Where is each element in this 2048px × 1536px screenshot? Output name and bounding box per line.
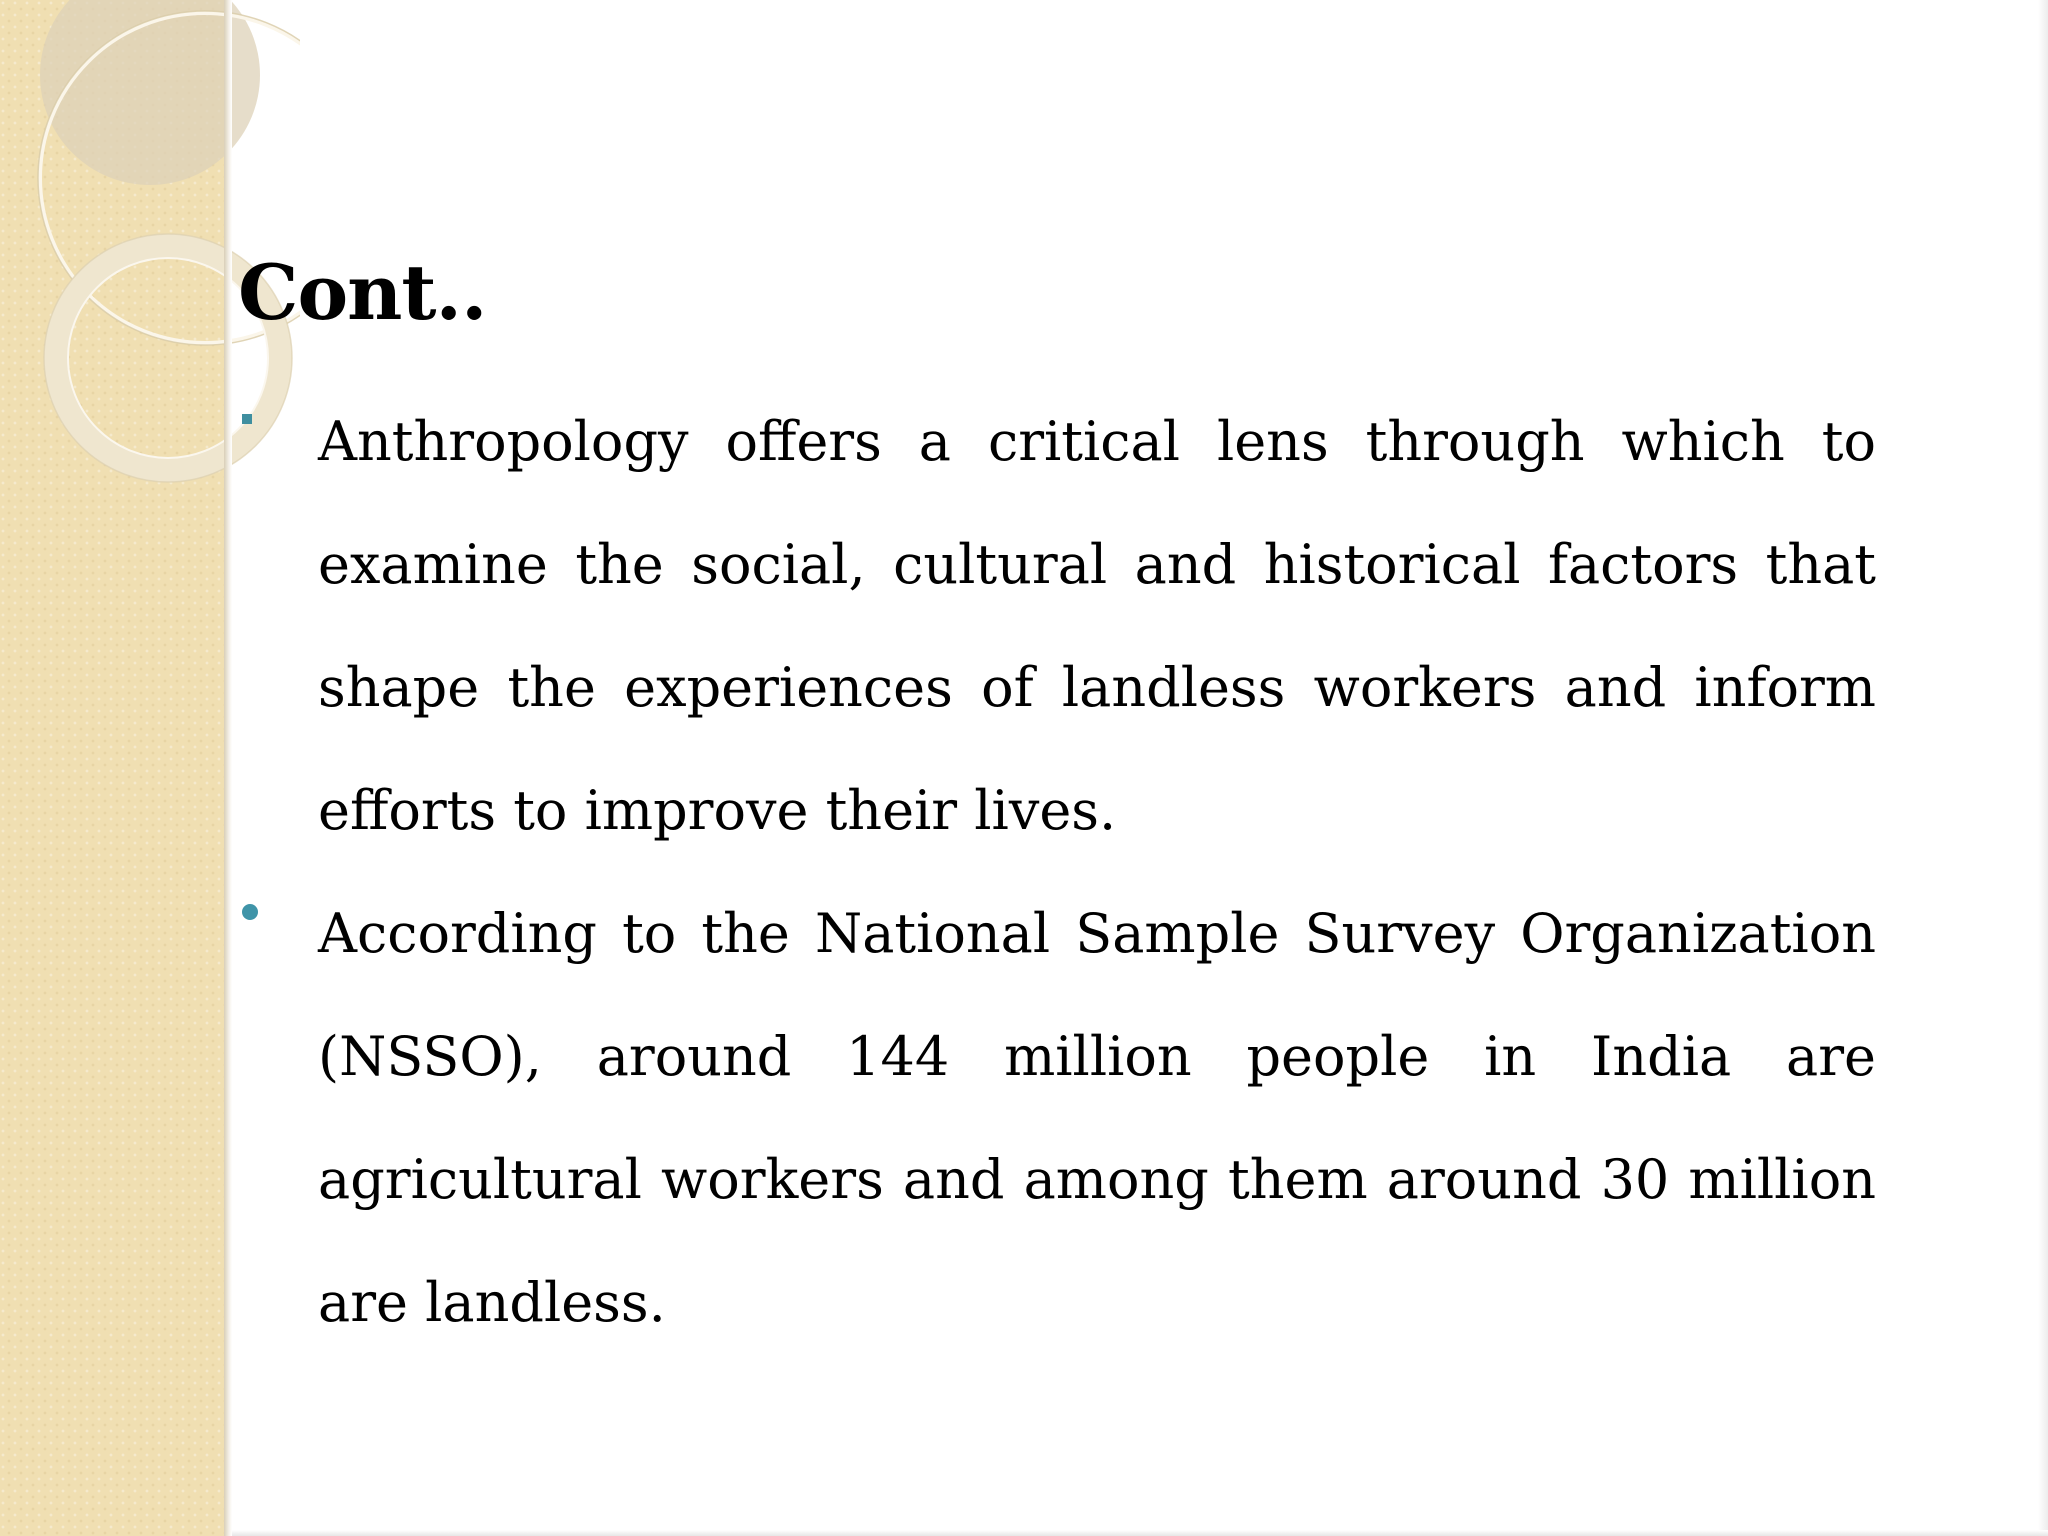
slide-title: Cont..	[238, 248, 487, 337]
decorative-side-band	[0, 0, 224, 1536]
bullet-item-2	[238, 872, 1876, 1364]
right-edge-shadow	[2038, 0, 2048, 1536]
square-bullet-icon	[242, 414, 252, 424]
side-band-edge	[224, 0, 232, 1536]
bottom-edge-shadow	[232, 1530, 2048, 1536]
bullet-item-1	[238, 380, 1876, 872]
round-bullet-icon	[242, 904, 258, 920]
bullet-list	[238, 380, 1876, 1364]
bullet-text-2: According to the National Sample Survey Organization (NSSO), around 144 million people in India are agricultural workers and among them around 30 million are landless.	[318, 902, 1876, 1334]
bullet-text-1: Anthropology offers a critical lens through which to examine the social, cultural and historical factors that shape the experiences of landless workers and inform efforts to improve their lives.	[318, 410, 1876, 842]
